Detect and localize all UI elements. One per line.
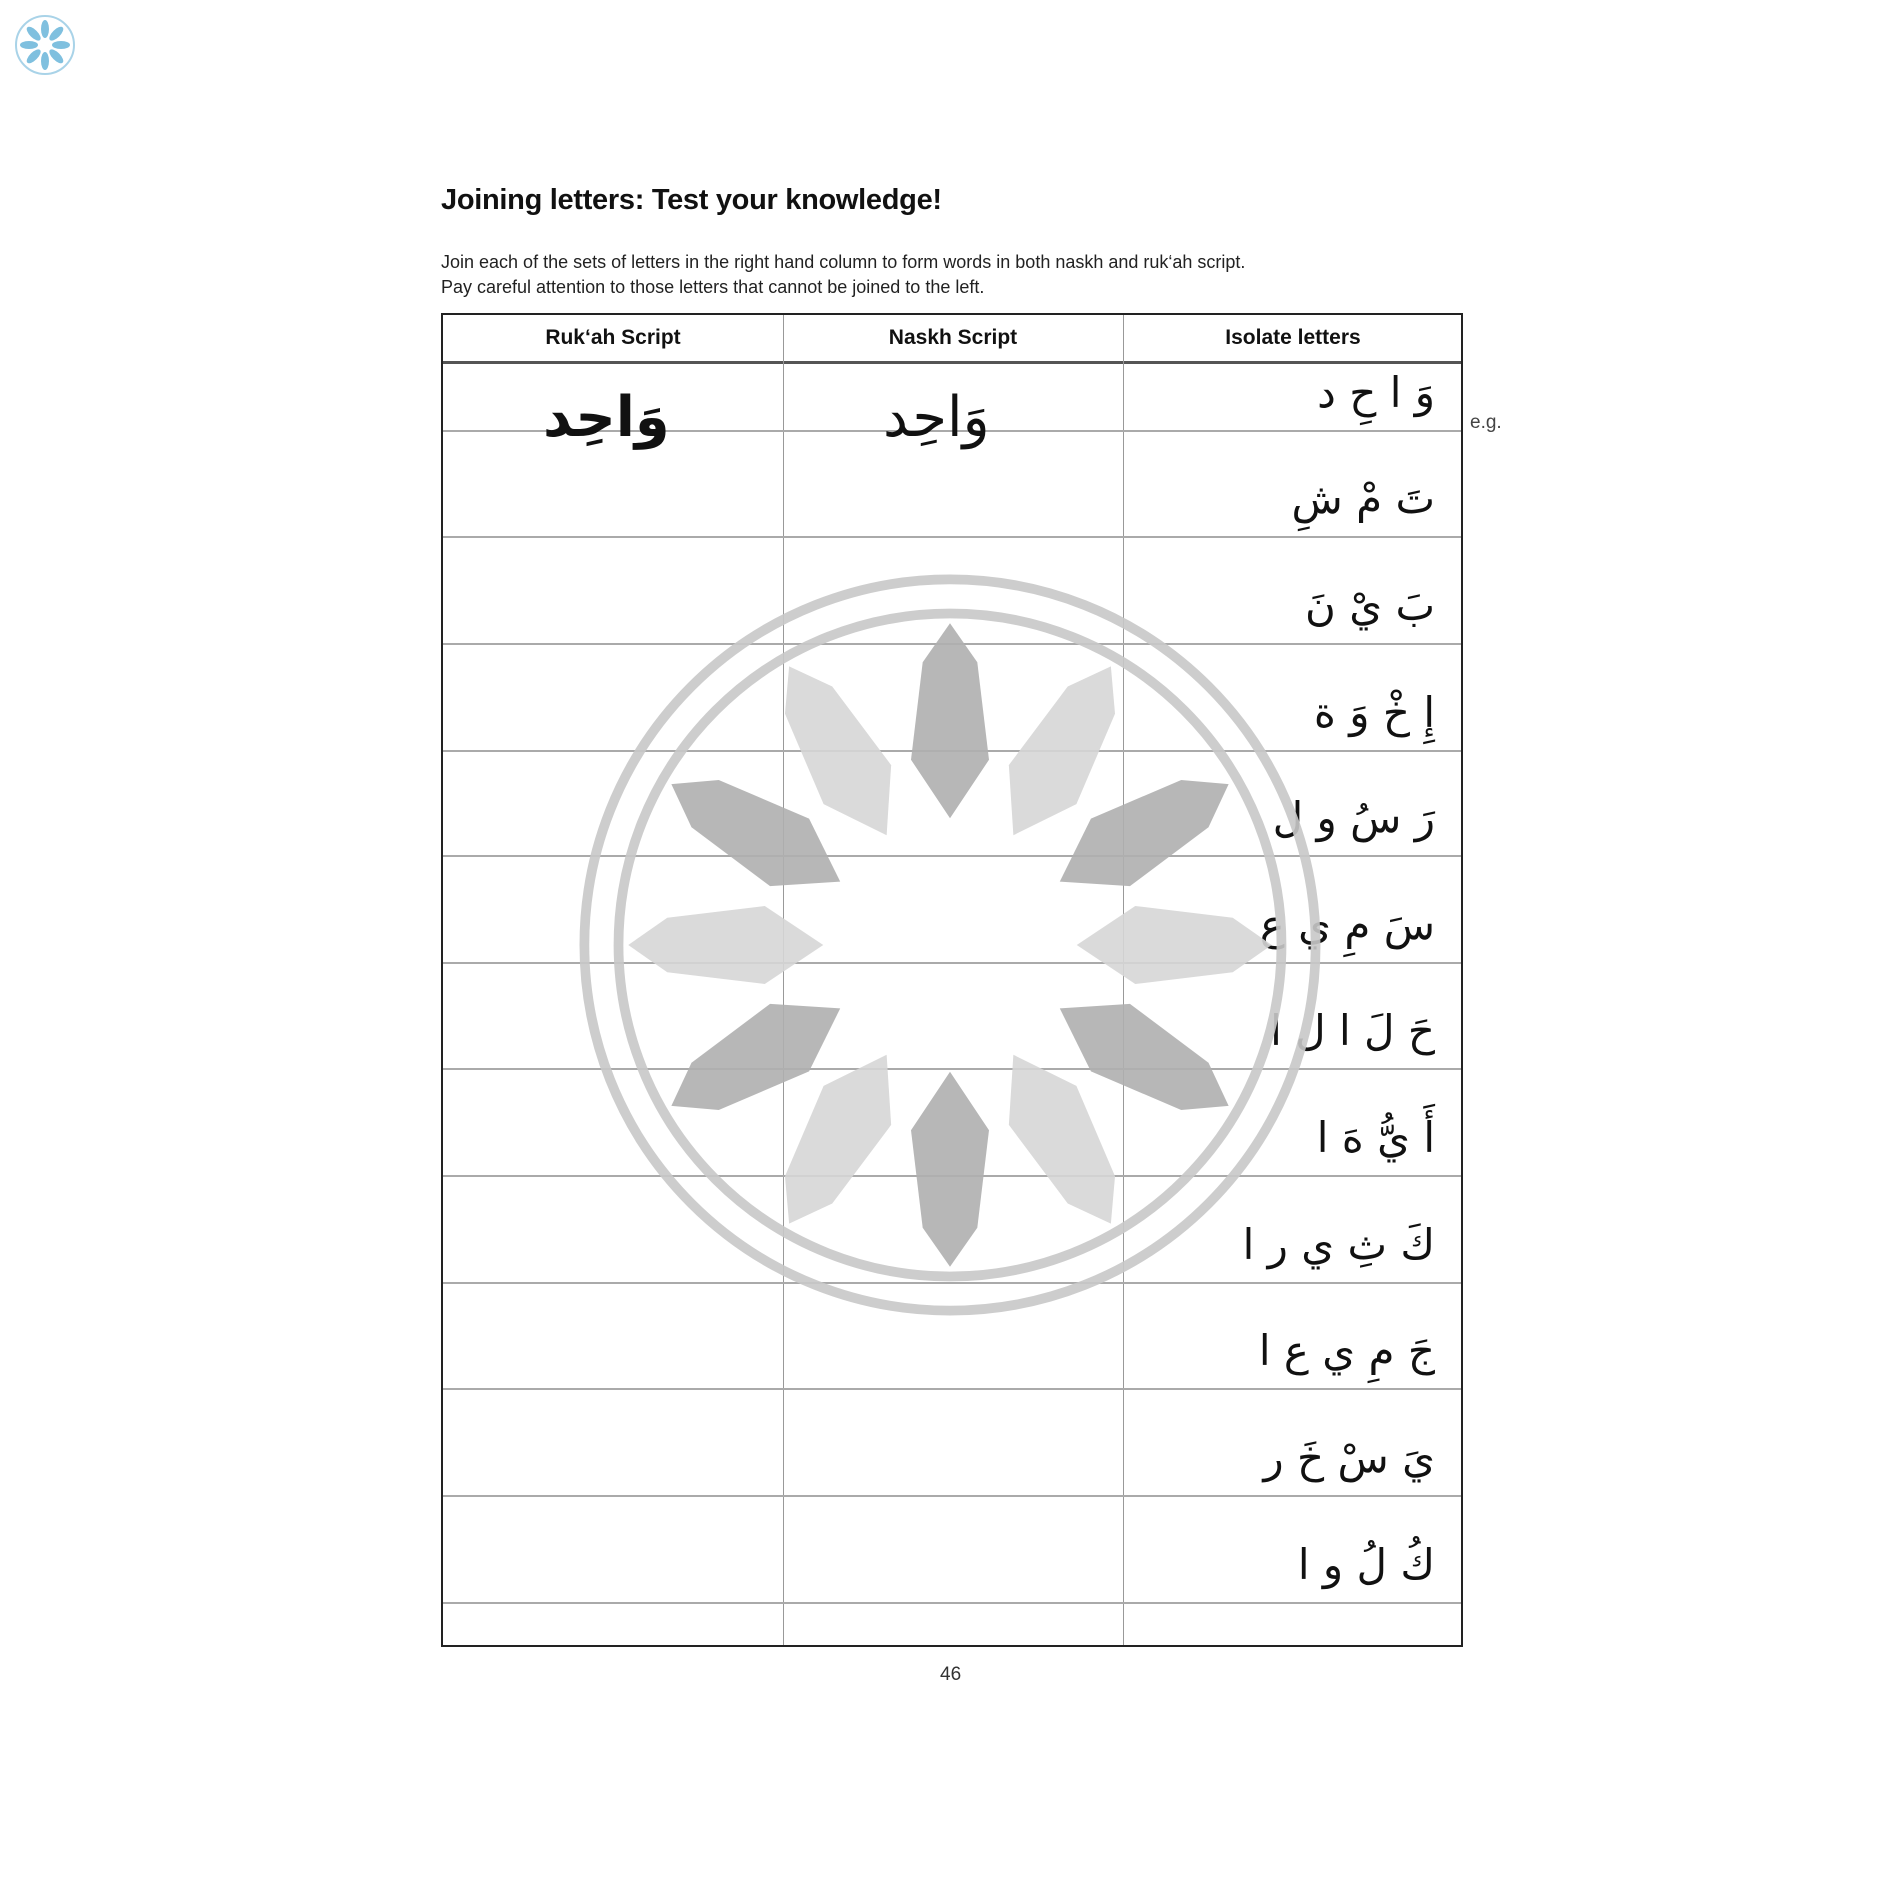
page-title: Joining letters: Test your knowledge! <box>441 184 942 216</box>
star-petal <box>628 906 823 984</box>
geometric-star-watermark <box>560 555 1340 1335</box>
isolate-letters: كُ لُ و ا <box>1297 1540 1435 1589</box>
isolate-letters: حَ لَ ا ل ا <box>1270 1006 1435 1055</box>
star-petal <box>911 1072 989 1267</box>
row-line <box>443 1495 1461 1497</box>
instruction-line: Pay careful attention to those letters that cannot be joined to the left. <box>441 277 985 297</box>
star-petal <box>1077 906 1272 984</box>
star-petal <box>911 623 989 818</box>
example-label: e.g. <box>1470 412 1502 433</box>
example-naskh: وَاحِد <box>883 385 990 450</box>
isolate-letters: وَ ا حِ د <box>1317 368 1435 417</box>
header-isolate: Isolate letters <box>1225 326 1361 349</box>
example-rukah: وَاحِد <box>543 385 670 450</box>
row-line <box>443 1388 1461 1390</box>
isolate-letters: تَ مْ شِ <box>1291 474 1435 523</box>
instruction-line: Join each of the sets of letters in the right hand column to form words in both naskh and ruk‘ah script. <box>441 252 1246 272</box>
logo-icon <box>14 14 76 76</box>
table-header <box>443 315 1461 364</box>
isolate-letters: كَ ثِ ي ر ا <box>1242 1220 1435 1269</box>
instructions <box>441 250 1245 300</box>
isolate-letters: يَ سْ خَ ر <box>1263 1433 1435 1482</box>
row-line <box>443 1602 1461 1604</box>
isolate-letters: إِ خْ وَ ة <box>1313 688 1435 737</box>
page-number: 46 <box>940 1664 962 1685</box>
isolate-letters: أَ يُّ هَ ا <box>1316 1113 1435 1162</box>
row-line <box>443 536 1461 538</box>
isolate-letters: جَ مِ ي ع ا <box>1258 1326 1435 1375</box>
header-rukah: Ruk‘ah Script <box>545 326 681 349</box>
isolate-letters: رَ سُ و ل <box>1272 793 1435 842</box>
isolate-letters: بَ يْ نَ <box>1305 581 1435 630</box>
header-naskh: Naskh Script <box>888 326 1018 349</box>
isolate-letters: سَ مِ ي ع <box>1259 900 1435 949</box>
